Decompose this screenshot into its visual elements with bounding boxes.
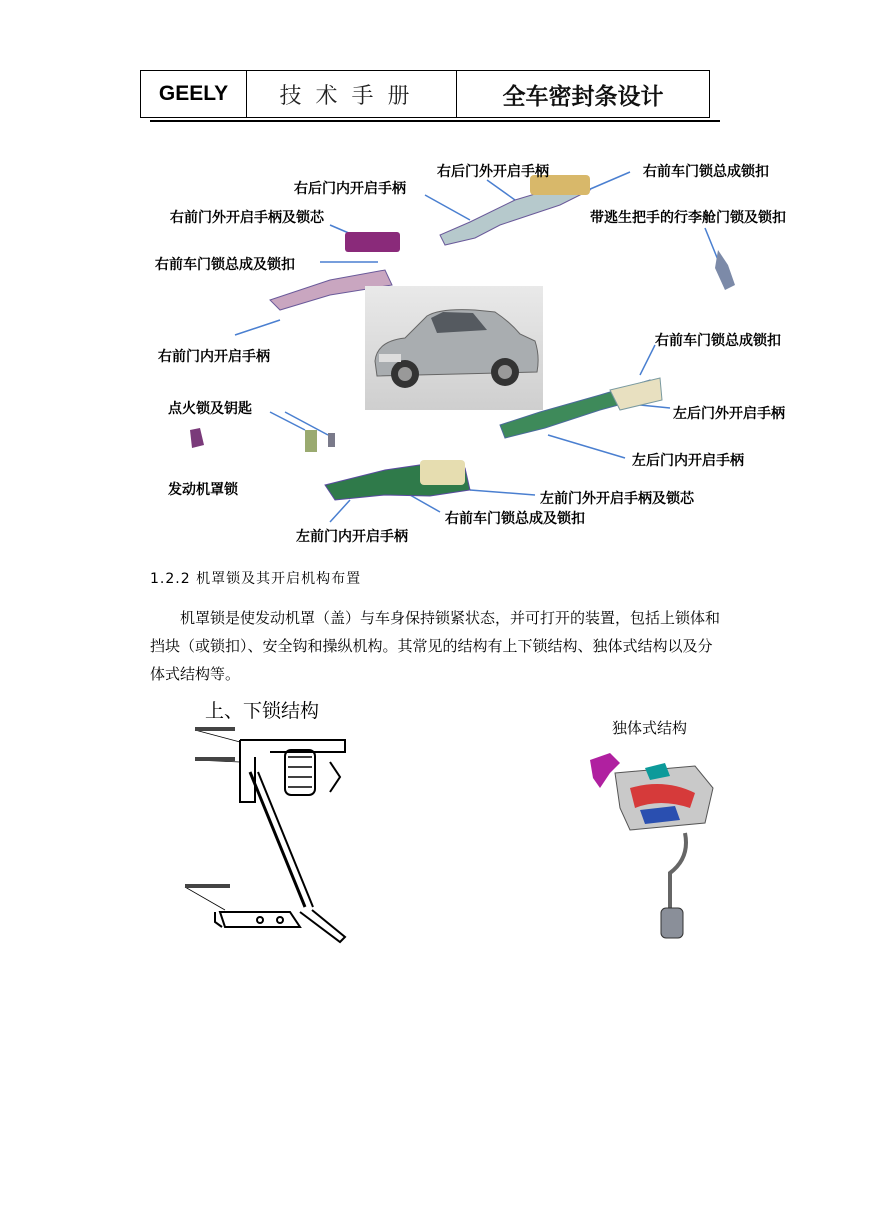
label-rf-inner-handle: 右前门内开启手柄: [158, 349, 270, 365]
label-rf-lock-striker-top: 右前车门锁总成锁扣: [643, 164, 769, 180]
label-lr-inner-handle: 左后门内开启手柄: [632, 453, 744, 469]
label-rr-outer-handle: 右后门外开启手柄: [437, 164, 549, 180]
label-trunk-lock: 带逃生把手的行李舱门锁及锁扣: [590, 210, 786, 226]
lr-outer-handle-part: [610, 378, 662, 410]
leader-line: [548, 435, 625, 458]
leader-line: [270, 412, 305, 430]
manual-title: 技术手册: [247, 71, 457, 117]
subject-title: 全车密封条设计: [502, 83, 664, 110]
label-lr-outer-handle: 左后门外开启手柄: [673, 406, 785, 422]
callout-text-2: [195, 757, 235, 761]
label-rf-lock-striker-bottom: 右前车门锁总成及锁扣: [445, 511, 585, 527]
lf-outer-handle-part: [420, 460, 465, 485]
label-lf-inner-handle: 左前门内开启手柄: [296, 529, 408, 545]
label-rf-outer-handle: 右前门外开启手柄及锁芯: [170, 210, 324, 226]
leader-line: [588, 172, 630, 190]
label-rf-lock-striker-left: 右前车门锁总成及锁扣: [155, 257, 295, 273]
label-hood-lock: 发动机罩锁: [168, 482, 238, 498]
label-lf-outer-handle: 左前门外开启手柄及锁芯: [540, 491, 694, 507]
single-body-lock-drawing: [585, 748, 720, 946]
section-heading: 1.2.2 机罩锁及其开启机构布置: [150, 571, 362, 587]
leader-line: [470, 490, 535, 495]
label-rf-lock-striker-right: 右前车门锁总成锁扣: [655, 333, 781, 349]
callout-text-1: [195, 727, 235, 731]
car-photo: [365, 286, 543, 410]
leader-line: [425, 195, 470, 220]
upper-lower-lock-title: 上、下锁结构: [205, 700, 320, 722]
label-ignition: 点火锁及钥匙: [168, 401, 252, 417]
leader-line: [705, 228, 718, 260]
callout-text-3: [185, 884, 230, 888]
leader-line: [410, 495, 440, 512]
section-paragraph: 机罩锁是使发动机罩（盖）与车身保持锁紧状态，并可打开的装置，包括上锁体和挡块（或锁扣）、安全钩和操纵机构。其常见的结构有上下锁结构、独体式结构以及分体式结构等。: [150, 609, 721, 683]
rf-outer-handle-part: [345, 232, 400, 252]
leader-line: [640, 345, 655, 375]
ignition-part: [305, 430, 317, 452]
trunk-lock-part: [715, 250, 735, 290]
upper-lower-lock-drawing: [180, 722, 350, 947]
brand-name: GEELY: [141, 71, 247, 117]
car-illustration: [365, 286, 543, 410]
leader-line: [487, 180, 515, 200]
parts-layout-figure: [0, 0, 870, 560]
key-part: [328, 433, 335, 447]
label-rr-inner-handle: 右后门内开启手柄: [294, 181, 406, 197]
leader-line: [640, 405, 670, 408]
single-body-title: 独体式结构: [612, 719, 688, 737]
leader-line: [330, 500, 350, 522]
leader-line: [235, 320, 280, 335]
hood-lock-part: [190, 428, 204, 448]
